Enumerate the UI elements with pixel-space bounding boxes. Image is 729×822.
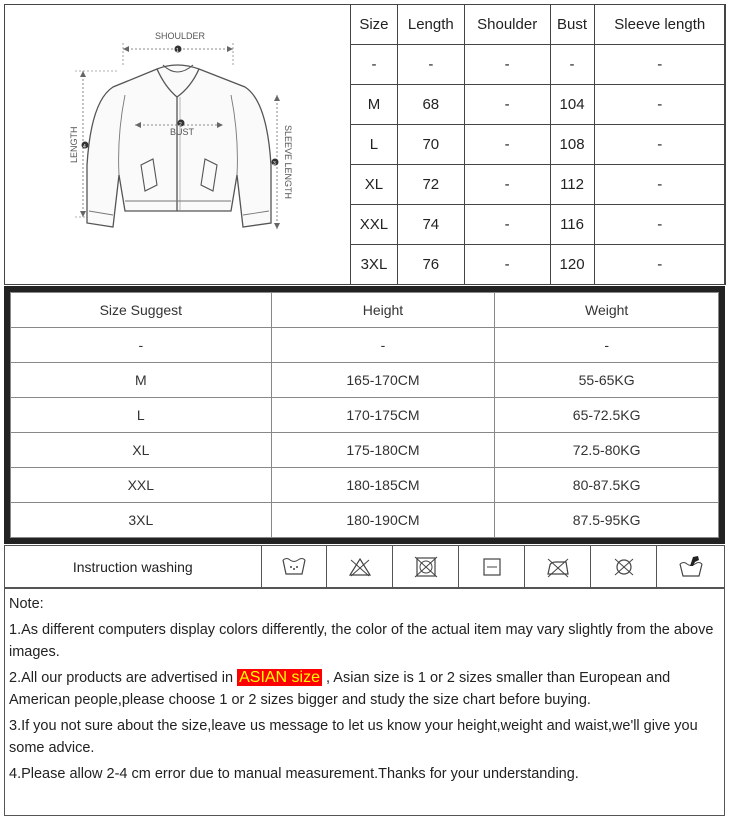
do-not-dry-clean-icon [591,546,657,588]
bust-label: BUST [170,127,195,137]
table-header: Length [397,5,464,45]
table-cell: XL [11,433,272,468]
table-cell: 3XL [11,503,272,538]
table-cell: M [351,85,398,125]
table-cell: 112 [550,165,594,205]
table-row [351,165,726,205]
marker-4: 4 [83,144,86,150]
table-cell: 80-87.5KG [495,468,719,503]
table-row [11,398,719,433]
dry-flat-icon [459,546,525,588]
washing-label: Instruction washing [5,546,262,588]
table-row [351,45,726,85]
table-cell: L [11,398,272,433]
table-cell: 55-65KG [495,363,719,398]
shoulder-label: SHOULDER [155,31,206,41]
table-cell: 76 [397,245,464,285]
table-cell: 180-185CM [271,468,495,503]
table-cell: XXL [11,468,272,503]
table-row [351,125,726,165]
table-cell: - [594,85,726,125]
marker-2: 2 [179,122,182,128]
table-cell: - [464,45,550,85]
table-cell: - [464,165,550,205]
table-cell: - [397,45,464,85]
table-cell: 74 [397,205,464,245]
table-cell: 72 [397,165,464,205]
table-header: Size [351,5,398,45]
do-not-bleach-icon [327,546,393,588]
table-cell: M [11,363,272,398]
table-header: Size Suggest [11,293,272,328]
table-cell: - [464,245,550,285]
table-header: Height [271,293,495,328]
table-cell: 120 [550,245,594,285]
notes-section [4,588,725,816]
table-cell: - [550,45,594,85]
size-chart-section [4,4,725,285]
table-cell: XXL [351,205,398,245]
table-cell: 3XL [351,245,398,285]
table-header: Bust [550,5,594,45]
sleeve-length-label: SLEEVE LENGTH [283,125,293,200]
table-cell: 104 [550,85,594,125]
table-cell: - [464,205,550,245]
table-cell: 65-72.5KG [495,398,719,433]
table-cell: - [594,165,726,205]
table-cell: 70 [397,125,464,165]
suggest-header-row [11,293,719,328]
note-4: 4.Please allow 2-4 cm error due to manual measurement.Thanks for your understanding. [9,765,579,782]
table-row [11,503,719,538]
table-row [351,245,726,285]
note-1: 1.As different computers display colors differently, the color of the actual item may vary slightly from the above images. [9,621,714,660]
table-cell: XL [351,165,398,205]
table-row [11,363,719,398]
table-cell: - [495,328,719,363]
size-table [350,4,726,285]
note-2-prefix: 2.All our products are advertised in [9,669,238,686]
table-header: Sleeve length [594,5,726,45]
note-3: 3.If you not sure about the size,leave us message to let us know your height,weight and waist,we'll give you some advice. [9,717,698,756]
table-cell: L [351,125,398,165]
hand-wash-icon [657,546,725,588]
table-cell: - [11,328,272,363]
table-cell: 116 [550,205,594,245]
table-cell: 108 [550,125,594,165]
table-row [11,433,719,468]
table-row [11,328,719,363]
asian-size-highlight: ASIAN size [239,668,321,686]
table-cell: 175-180CM [271,433,495,468]
jacket-diagram [5,5,350,284]
marker-3: 3 [273,161,276,167]
note-2-suffix: , Asian size is 1 or 2 sizes smaller than European and [322,669,671,686]
table-cell: - [464,85,550,125]
table-cell: - [594,245,726,285]
table-cell: 180-190CM [271,503,495,538]
hand-wash-30-icon [261,546,327,588]
table-cell: 72.5-80KG [495,433,719,468]
notes-title: Note: [9,596,44,612]
table-cell: - [594,45,726,85]
washing-instructions-row [4,545,725,588]
table-row [11,468,719,503]
jacket-outline-illustration [5,5,350,284]
length-label: LENGTH [69,126,79,163]
table-cell: 170-175CM [271,398,495,433]
note-2-continued: American people,please choose 1 or 2 sizes bigger and study the size chart before buying. [9,692,591,708]
marker-1: 1 [176,48,179,54]
table-cell: 68 [397,85,464,125]
size-suggest-section [4,286,725,544]
size-suggest-table [10,292,719,538]
table-cell: - [464,125,550,165]
table-cell: - [271,328,495,363]
table-header: Weight [495,293,719,328]
table-cell: 87.5-95KG [495,503,719,538]
table-row [351,85,726,125]
size-table-header-row [351,5,726,45]
do-not-tumble-dry-icon [393,546,459,588]
table-row [351,205,726,245]
table-cell: - [594,125,726,165]
table-header: Shoulder [464,5,550,45]
table-cell: - [351,45,398,85]
table-cell: 165-170CM [271,363,495,398]
table-cell: - [594,205,726,245]
do-not-iron-icon [525,546,591,588]
note-2 [9,667,720,690]
